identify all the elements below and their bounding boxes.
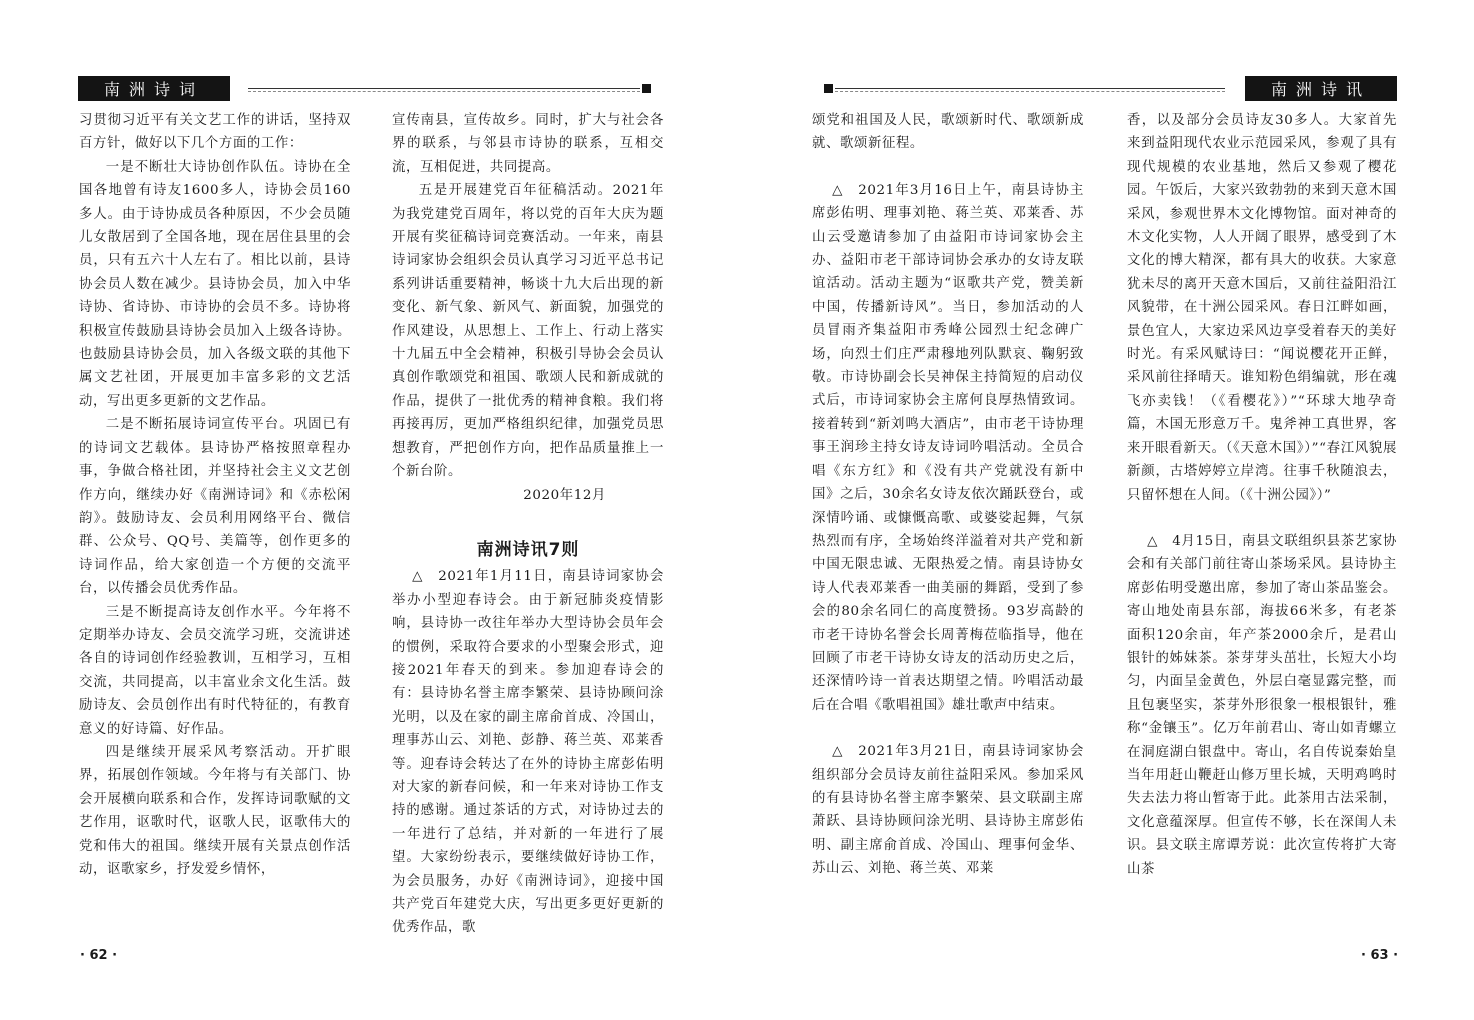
left-column-2 [392,109,664,940]
right-header-banner: 南洲诗讯 [1245,76,1397,101]
page-number-left: · 62 · [80,948,118,963]
left-column-1 [79,109,351,881]
paragraph: 五是开展建党百年征稿活动。2021年为我党建党百周年，将以党的百年大庆为题开展有奖征稿诗词竞赛活动。一年来，南县诗词家协会组织会员认真学习习近平总书记系列讲话重要精神，畅谈十九大后出现的新变化、新气象、新风气、新面貌，加强党的作风建设，从思想上、工作上、行动上落实十九届五中全会精神，积极引导协会会员认真创作歌颂党和祖国、歌颂人民和新成就的作品，提供了一批优秀的精神食粮。我们将再接再厉，更加严格组织纪律，加强党员思想教育，严把创作方向，把作品质量推上一个新台阶。 [392,183,664,480]
right-column-2 [1127,109,1397,881]
page-number-right: · 63 · [1361,948,1399,963]
paragraph: 四是继续开展采风考察活动。开扩眼界，拓展创作领域。今年将与有关部门、协会开展横向联系和合作，发挥诗词歌赋的文艺作用，讴歌时代，讴歌人民，讴歌伟大的党和伟大的祖国。继续开展有关景点创作活动，讴歌家乡，抒发爱乡情怀， [79,744,351,877]
paragraph: 三是不断提高诗友创作水平。今年将不定期举办诗友、会员交流学习班，交流讲述各自的诗词创作经验教训，互相学习，互相交流，共同提高，以丰富业余文化生活。鼓励诗友、会员创作出有时代特征的，有教育意义的好诗篇、好作品。 [79,604,351,737]
right-page [737,0,1474,1020]
left-header-banner: 南洲诗词 [78,76,230,101]
article-date: 2020年12月 [523,487,606,503]
paragraph: 一是不断壮大诗协创作队伍。诗协在全国各地曾有诗友1600多人，诗协会员160多人。由于诗协成员各种原因，不少会员随儿女散居到了全国各地，现在居住县里的会员，只有五六十人左右了。相比以前，县诗协会员人数在减少。县诗协会员，加入中华诗协、省诗协、市诗协的会员不多。诗协将积极宣传鼓励县诗协会员加入上级各诗协。也鼓励县诗协会员，加入各级文联的其他下属文艺社团，开展更加丰富多彩的文艺活动，写出更多更新的文艺作品。 [79,159,351,409]
right-header-square [824,84,833,93]
news-entry: △ 2021年3月16日上午，南县诗协主席彭佑明、理事刘艳、蒋兰英、邓莱香、苏山云受邀请参加了由益阳市诗词家协会主办、益阳市老干部诗词协会承办的女诗友联谊活动。活动主题为“讴歌共产党，赞美新中国，传播新诗风”。当日，参加活动的人员冒雨齐集益阳市秀峰公园烈士纪念碑广场，向烈士们庄严肃穆地列队默哀、鞠躬致敬。市诗协副会长吴神保主持简短的启动仪式后，市诗词家协会主席何良厚热情致词。接着转到“新刘鸣大酒店”，由市老干诗协理事王润珍主持女诗友诗词吟唱活动。全员合唱《东方红》和《没有共产党就没有新中国》之后，30余名女诗友依次踊跃登台，或深情吟诵、或慷慨高歌、或婆娑起舞，气氛热烈而有序，全场始终洋溢着对共产党和新中国无限忠诚、无限热爱之情。南县诗协女诗人代表邓莱香一曲美丽的舞蹈，受到了参会的80余名同仁的高度赞扬。93岁高龄的市老干诗协名誉会长周菁梅莅临指导，他在回顾了市老干诗协女诗友的活动历史之后，还深情吟诗一首表达期望之情。吟唱活动最后在合唱《歌唱祖国》雄壮歌声中结束。 [812,182,1084,713]
paragraph: 颂党和祖国及人民，歌颂新时代、歌颂新成就、歌颂新征程。 [812,113,1084,152]
paragraph: 习贯彻习近平有关文艺工作的讲话，坚持双百方针，做好以下几个方面的工作： [79,113,351,152]
news-entry: △ 2021年1月11日，南县诗词家协会举办小型迎春诗会。由于新冠肺炎疫情影响，县诗协一改往年举办大型诗协会员年会的惯例，采取符合要求的小型聚会形式，迎接2021年春天的到来。参加迎春诗会的有：县诗协名誉主席李繁荣、县诗协顾问涂光明，以及在家的副主席俞首成、冷国山，理事苏山云、刘艳、彭静、蒋兰英、邓莱香等。迎春诗会转达了在外的诗协主席彭佑明对大家的新春问候，和一年来对诗协工作支持的感谢。通过茶话的方式，对诗协过去的一年进行了总结，并对新的一年进行了展望。大家纷纷表示，要继续做好诗协工作，为会员服务，办好《南洲诗词》，迎接中国共产党百年建党大庆，写出更多更好更新的优秀作品，歌 [392,569,664,936]
left-header-square [642,84,651,93]
right-column-1 [812,109,1084,881]
paragraph: 二是不断拓展诗词宣传平台。巩固已有的诗词文艺载体。县诗协严格按照章程办事，争做合格社团，并坚持社会主义文艺创作方向，继续办好《南洲诗词》和《赤松闲韵》。鼓励诗友、会员利用网络平台、微信群、公众号、QQ号、美篇等，创作更多的诗词作品，给大家创造一个方便的交流平台，以传播会员优秀作品。 [79,417,351,597]
right-header-rule [835,88,1225,92]
paragraph: 香，以及部分会员诗友30多人。大家首先来到益阳现代农业示范园采风，参观了具有现代规模的农业基地，然后又参观了樱花园。午饭后，大家兴致勃勃的来到天意木国采风，参观世界木文化博物馆。面对神奇的木文化实物，人人开阔了眼界，感受到了木文化的博大精深，都有具大的收获。大家意犹未尽的离开天意木国后，又前往益阳沿江风貌带，在十洲公园采风。春日江畔如画，景色宜人，大家边采风边享受着春天的美好时光。有采风赋诗曰：“闻说樱花开正鲜，采风前往择晴天。谁知粉色绢编就，形在魂飞亦卖钱！（《看樱花》）”“环球大地孕奇篇，木国无形意万千。鬼斧神工真世界，客来开眼看新天。（《天意木国》）”“春江风貌展新颜，古塔婷婷立岸湾。往事千秋随浪去，只留怀想在人间。（《十洲公园》）” [1127,113,1397,503]
left-header-rule [248,88,640,92]
paragraph: 宣传南县，宣传故乡。同时，扩大与社会各界的联系，与邻县市诗协的联系，互相交流，互相促进，共同提高。 [392,113,664,175]
section-title: 南洲诗讯7则 [476,539,580,560]
news-entry: △ 2021年3月21日，南县诗词家协会组织部分会员诗友前往益阳采风。参加采风的有县诗协名誉主席李繁荣、县文联副主席萧跃、县诗协顾问涂光明、县诗协主席彭佑明、副主席俞首成、冷国山、理事何金华、苏山云、刘艳、蒋兰英、邓莱 [812,744,1084,877]
news-entry: △ 4月15日，南县文联组织县茶艺家协会和有关部门前往寄山茶场采风。县诗协主席彭佑明受邀出席，参加了寄山茶品鉴会。寄山地处南县东部，海拔66米多，有老茶面积120余亩，年产茶2000余斤，是君山银针的姊妹茶。茶芽芽头茁壮，长短大小均匀，内面呈金黄色，外层白毫显露完整，而且包裹坚实，茶芽外形很象一根根银针，雅称“金镶玉”。亿万年前君山、寄山如青螺立在洞庭湖白银盘中。寄山，名自传说秦始皇当年用赶山鞭赶山修万里长城，天明鸡鸣时失去法力将山暂寄于此。此茶用古法采制，文化意蕴深厚。但宣传不够，长在深闺人未识。县文联主席谭芳说：此次宣传将扩大寄山茶 [1127,533,1397,877]
